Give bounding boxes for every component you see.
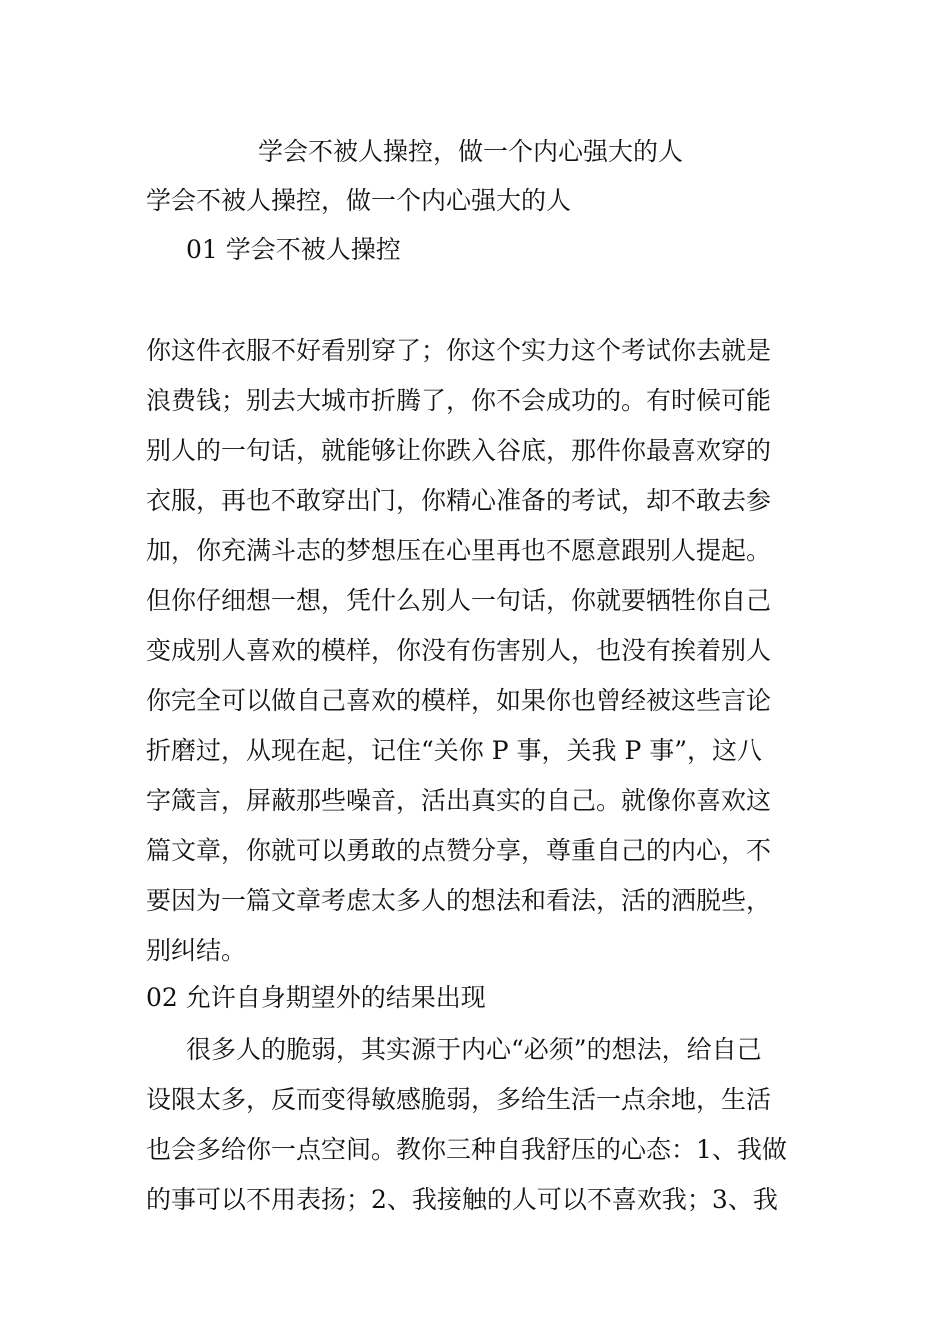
paragraph-line: 浪费钱；别去大城市折腾了，你不会成功的。有时候可能 bbox=[146, 386, 772, 415]
paragraph-line: 的事可以不用表扬；2、我接触的人可以不喜欢我；3、我 bbox=[146, 1185, 778, 1214]
paragraph-line: 篇文章，你就可以勇敢的点赞分享，尊重自己的内心，不 bbox=[146, 836, 772, 865]
section-heading-2: 02 允许自身期望外的结果出现 bbox=[146, 983, 486, 1012]
paragraph-line: 字箴言，屏蔽那些噪音，活出真实的自己。就像你喜欢这 bbox=[146, 786, 772, 815]
paragraph-line: 别人的一句话，就能够让你跌入谷底，那件你最喜欢穿的 bbox=[146, 436, 772, 465]
paragraph-line: 设限太多，反而变得敏感脆弱，多给生活一点余地，生活 bbox=[146, 1085, 772, 1114]
paragraph-line: 要因为一篇文章考虑太多人的想法和看法，活的洒脱些， bbox=[146, 886, 772, 915]
paragraph-line: 折磨过，从现在起，记住“关你 P 事，关我 P 事”，这八 bbox=[146, 736, 762, 765]
paragraph-line: 你这件衣服不好看别穿了；你这个实力这个考试你去就是 bbox=[146, 336, 772, 365]
document-title: 学会不被人操控，做一个内心强大的人 bbox=[258, 137, 684, 166]
paragraph-line: 衣服，再也不敢穿出门，你精心准备的考试，却不敢去参 bbox=[146, 486, 772, 515]
section-heading-1: 01 学会不被人操控 bbox=[186, 235, 401, 264]
paragraph-line: 加，你充满斗志的梦想压在心里再也不愿意跟别人提起。 bbox=[146, 536, 772, 565]
paragraph-line: 变成别人喜欢的模样，你没有伤害别人，也没有挨着别人 bbox=[146, 636, 772, 665]
paragraph-line: 你完全可以做自己喜欢的模样，如果你也曾经被这些言论 bbox=[146, 686, 772, 715]
paragraph-line: 很多人的脆弱，其实源于内心“必须”的想法，给自己 bbox=[186, 1035, 762, 1064]
paragraph-line: 也会多给你一点空间。教你三种自我舒压的心态：1、我做 bbox=[146, 1135, 787, 1164]
paragraph-line: 别纠结。 bbox=[146, 936, 247, 965]
document-subtitle: 学会不被人操控，做一个内心强大的人 bbox=[146, 186, 572, 215]
paragraph-line: 但你仔细想一想，凭什么别人一句话，你就要牺牲你自己 bbox=[146, 586, 772, 615]
